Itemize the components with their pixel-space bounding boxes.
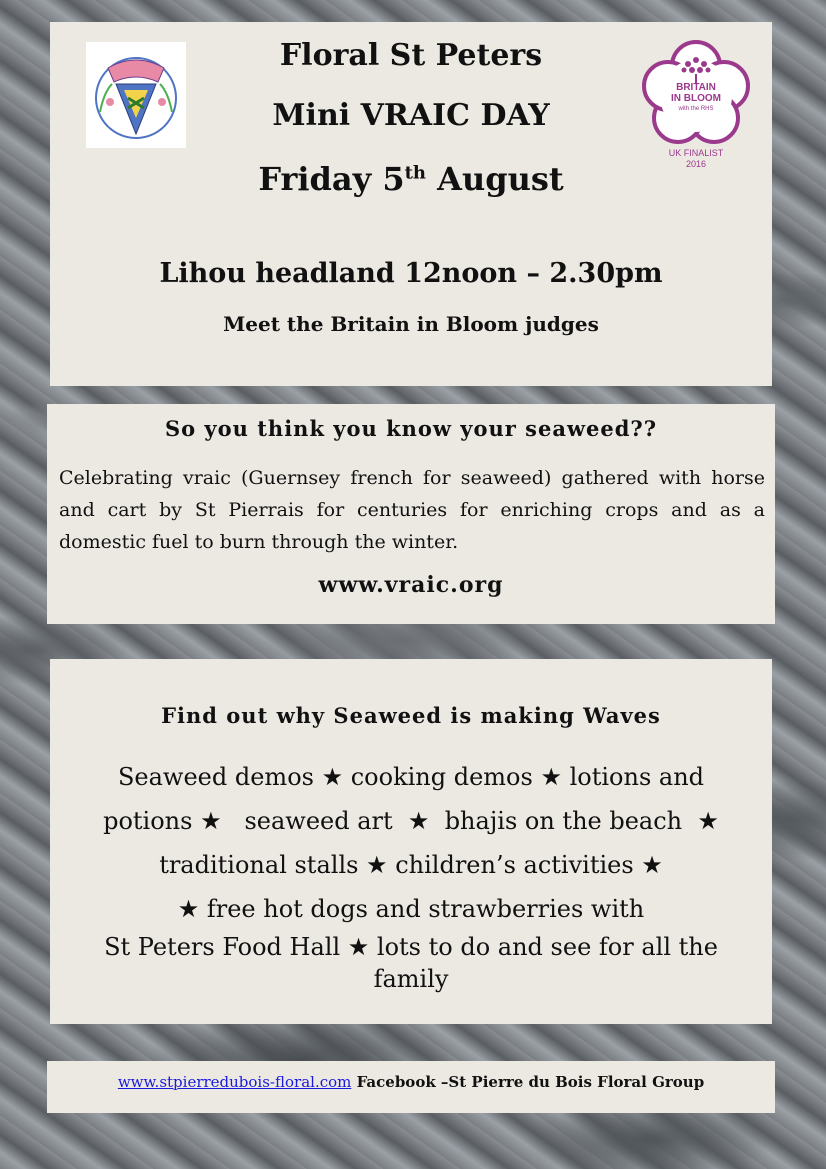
judges-subline: Meet the Britain in Bloom judges xyxy=(223,312,599,336)
date-day: Friday 5 xyxy=(258,160,405,198)
page-title: Floral St Peters xyxy=(279,38,543,73)
event-name: Mini VRAIC DAY xyxy=(272,98,550,133)
activities-line: traditional stalls ★ children’s activities ★ xyxy=(159,851,663,879)
activities-line: ★ free hot dogs and strawberries with xyxy=(177,895,645,923)
activities-line: potions ★ seaweed art ★ bhajis on the beach ★ xyxy=(103,807,719,835)
venue-time: Lihou headland 12noon – 2.30pm xyxy=(159,258,663,289)
facebook-label: Facebook –St Pierre du Bois Floral Group xyxy=(351,1073,705,1091)
about-heading: So you think you know your seaweed?? xyxy=(164,416,658,441)
activities-line: Seaweed demos ★ cooking demos ★ lotions and xyxy=(117,763,705,791)
bloom-finalist-label: UK FINALIST xyxy=(668,148,724,158)
date-month: August xyxy=(426,160,564,198)
event-date xyxy=(50,160,772,198)
bloom-logo-line2: IN BLOOM xyxy=(671,93,721,104)
bloom-logo-line3: with the RHS xyxy=(678,106,714,112)
bloom-logo-line1: BRITAIN xyxy=(676,82,716,93)
activities-list xyxy=(64,755,758,995)
floral-website-link[interactable]: www.stpierredubois-floral.com xyxy=(117,1073,352,1091)
date-suffix: th xyxy=(404,162,426,184)
event-header-panel xyxy=(50,22,772,386)
footer-panel xyxy=(47,1061,775,1113)
activities-line: St Peters Food Hall ★ lots to do and see for all the family xyxy=(104,933,718,993)
activities-heading: Find out why Seaweed is making Waves xyxy=(161,703,661,728)
vraic-website-link[interactable]: www.vraic.org xyxy=(318,572,504,598)
footer-contact xyxy=(47,1073,775,1091)
about-seaweed-panel xyxy=(47,404,775,624)
bloom-year-label: 2016 xyxy=(685,159,707,169)
about-body: Celebrating vraic (Guernsey french for seaweed) gathered with horse and cart by St Pierrais for centuries for enriching crops and as a domestic fuel to burn through the winter. xyxy=(59,467,765,553)
activities-panel xyxy=(50,659,772,1024)
